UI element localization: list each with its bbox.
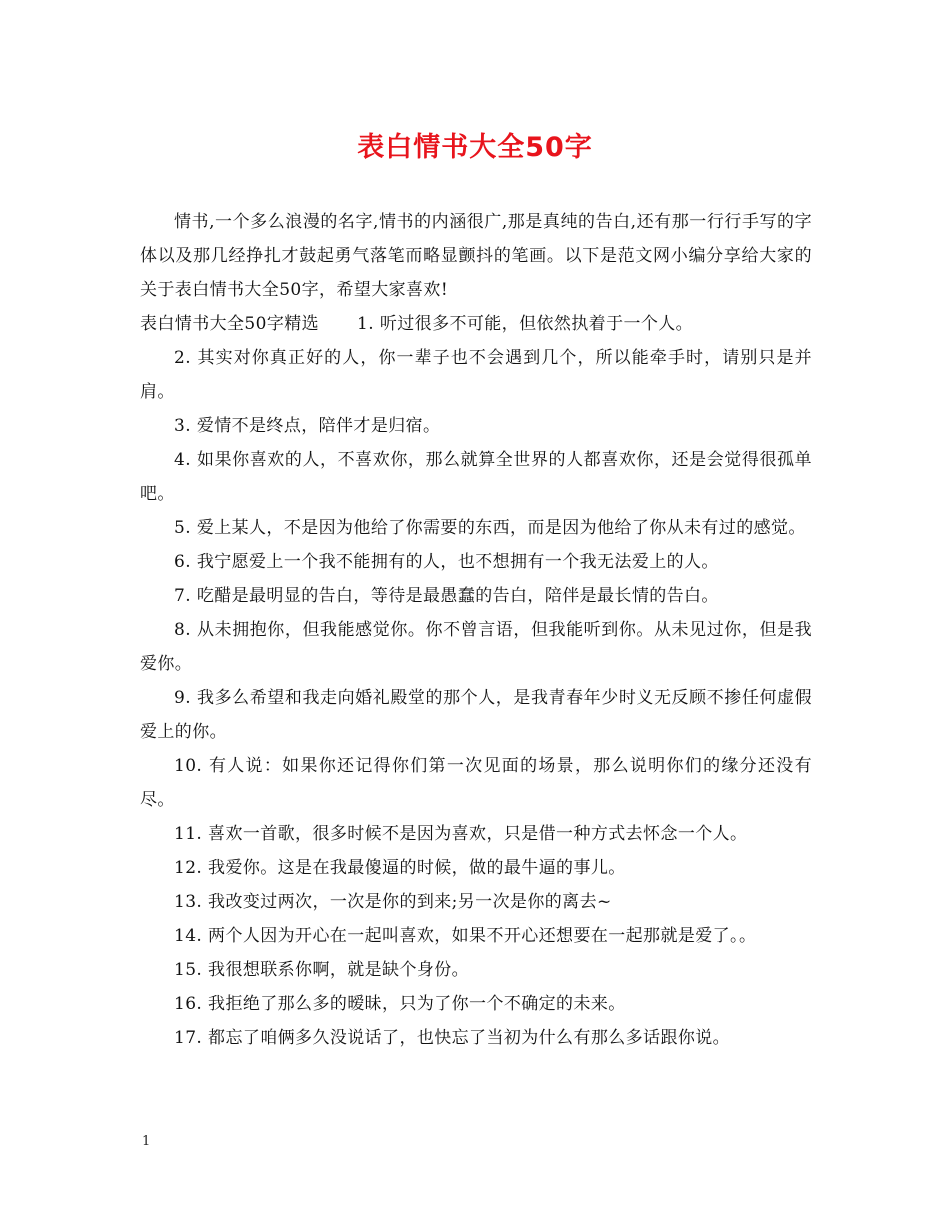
list-item: 3. 爱情不是终点，陪伴才是归宿。: [174, 416, 441, 436]
section-first-line: [140, 307, 812, 341]
list-item: 4. 如果你喜欢的人，不喜欢你，那么就算全世界的人都喜欢你，还是会觉得很孤单吧。: [140, 450, 812, 504]
list-item: 11. 喜欢一首歌，很多时候不是因为喜欢，只是借一种方式去怀念一个人。: [174, 824, 748, 844]
document-title: 表白情书大全50字: [357, 132, 593, 163]
list-item: 6. 我宁愿爱上一个我不能拥有的人，也不想拥有一个我无法爱上的人。: [174, 552, 719, 572]
list-item: 13. 我改变过两次，一次是你的到来;另一次是你的离去~: [174, 892, 612, 912]
list-item: 17. 都忘了咱俩多久没说话了，也快忘了当初为什么有那么多话跟你说。: [174, 1028, 731, 1048]
document-body: [140, 205, 812, 1055]
list-item: 1. 听过很多不可能，但依然执着于一个人。: [357, 314, 694, 334]
list-item: 8. 从未拥抱你，但我能感觉你。你不曾言语，但我能听到你。从未见过你，但是我爱你。: [140, 620, 812, 674]
list-item: 2. 其实对你真正好的人，你一辈子也不会遇到几个，所以能牵手时，请别只是并肩。: [140, 348, 812, 402]
list-item: 5. 爱上某人，不是因为他给了你需要的东西，而是因为他给了你从未有过的感觉。: [174, 518, 806, 538]
list-item: 15. 我很想联系你啊，就是缺个身份。: [174, 960, 470, 980]
page-number: 1: [142, 1134, 151, 1149]
intro-paragraph: 情书,一个多么浪漫的名字,情书的内涵很广,那是真纯的告白,还有那一行行手写的字体以及那几经挣扎才鼓起勇气落笔而略显颤抖的笔画。以下是范文网小编分享给大家的关于表白情书大全50字，希望大家喜欢!: [140, 212, 812, 300]
list-item: 9. 我多么希望和我走向婚礼殿堂的那个人，是我青春年少时义无反顾不掺任何虚假爱上的你。: [140, 688, 812, 742]
section-heading: 表白情书大全50字精选: [140, 314, 320, 334]
list-item: 14. 两个人因为开心在一起叫喜欢，如果不开心还想要在一起那就是爱了。。: [174, 926, 757, 946]
list-item: 10. 有人说：如果你还记得你们第一次见面的场景，那么说明你们的缘分还没有尽。: [140, 756, 812, 810]
list-item: 7. 吃醋是最明显的告白，等待是最愚蠢的告白，陪伴是最长情的告白。: [174, 586, 719, 606]
list-item: 12. 我爱你。这是在我最傻逼的时候，做的最牛逼的事儿。: [174, 858, 626, 878]
list-item: 16. 我拒绝了那么多的暧昧，只为了你一个不确定的未来。: [174, 994, 626, 1014]
